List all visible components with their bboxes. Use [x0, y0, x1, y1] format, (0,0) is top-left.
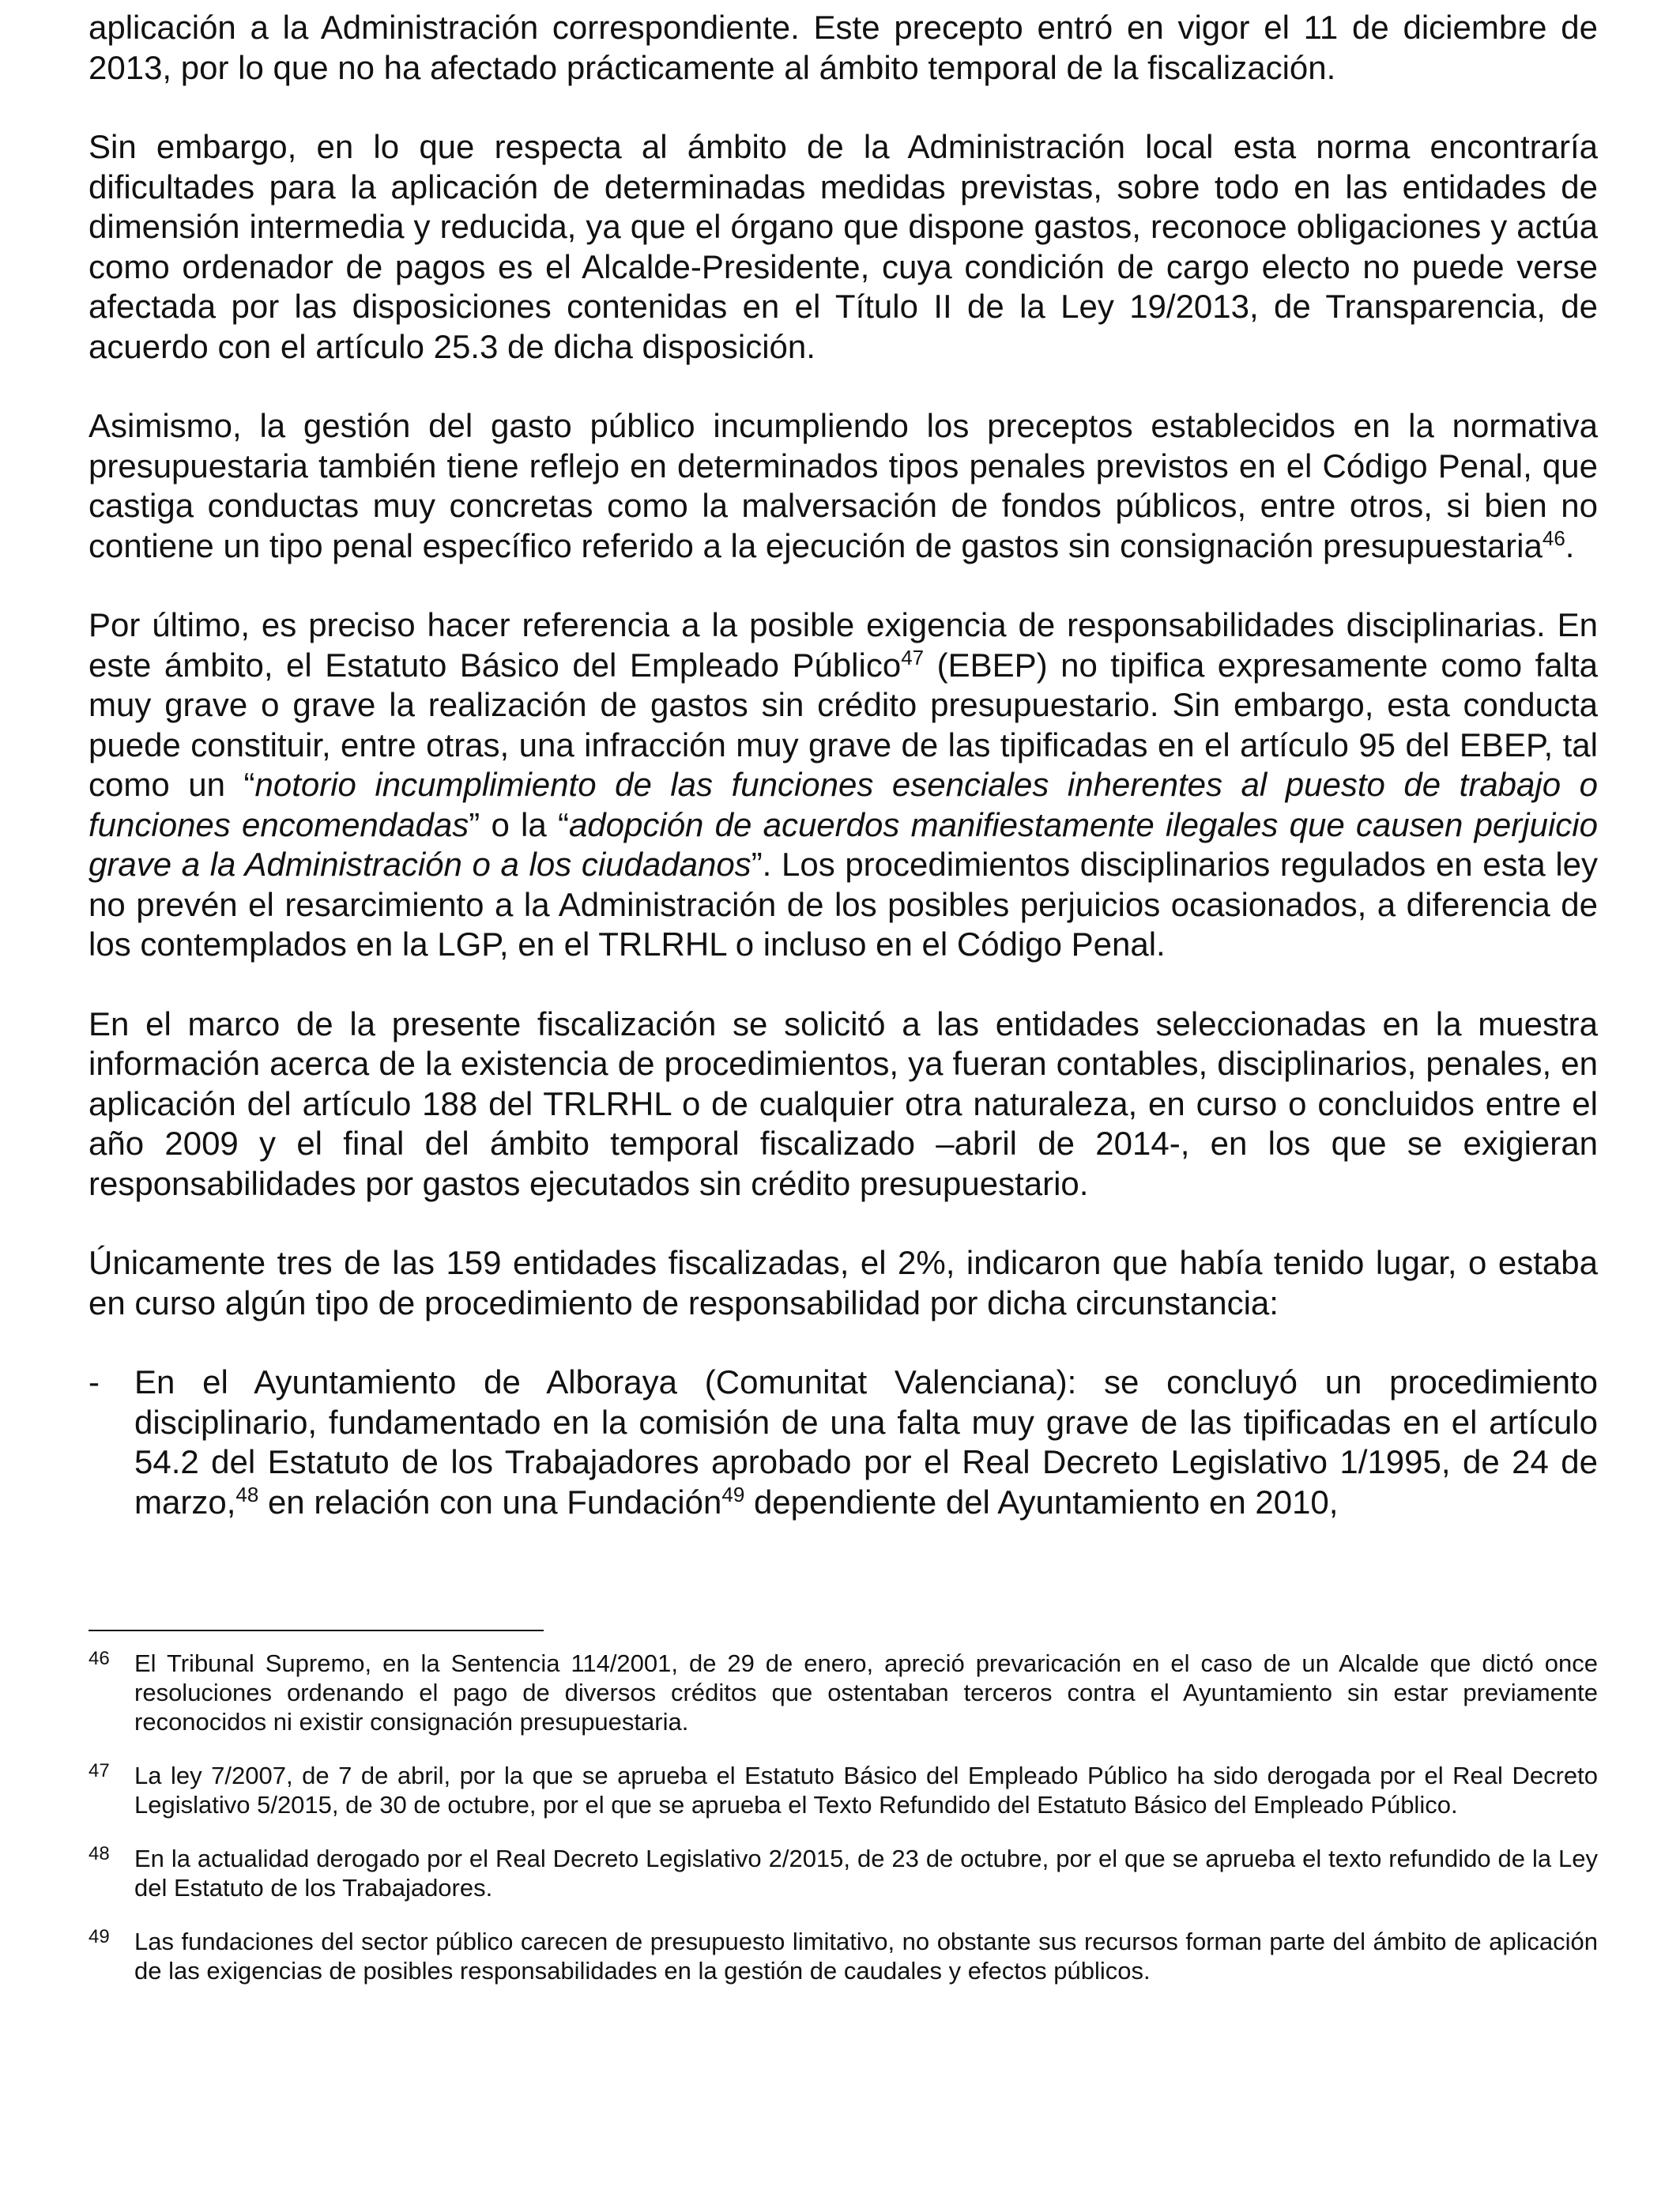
- footnote: [89, 1844, 1598, 1902]
- footnote-reference: 49: [721, 1482, 745, 1506]
- text-run: Sin embargo, en lo que respecta al ámbito de la Administración local esta norma encontraría dificultades para la aplicación de determinadas medidas previstas, sobre todo en las entidades de dimensión intermedia y reducida, ya que el órgano que dispone gastos, reconoce obligaciones y actúa como ordenador de pagos es el Alcalde-Presidente, cuya condición de cargo electo no puede verse afectada por las disposiciones contenidas en el Título II de la Ley 19/2013, de Transparencia, de acuerdo con el artículo 25.3 de dicha disposición.: [89, 128, 1598, 365]
- footnote: [89, 1927, 1598, 1985]
- footnote: [89, 1649, 1598, 1736]
- text-run: Únicamente tres de las 159 entidades fiscalizadas, el 2%, indicaron que había tenido lugar, o estaba en curso algún tipo de procedimiento de responsabilidad por dicha circunstancia:: [89, 1244, 1598, 1321]
- footnote-text: El Tribunal Supremo, en la Sentencia 114/2001, de 29 de enero, apreció prevaricación en el caso de un Alcalde que dictó once resoluciones ordenando el pago de diversos créditos que ostentaban terceros contra el Ayuntamiento sin estar previamente reconocidos ni existir consignación presupuestaria.: [134, 1649, 1598, 1736]
- paragraph: [89, 605, 1598, 965]
- paragraphs: [89, 8, 1598, 1323]
- footnote-number: 49: [89, 1926, 110, 1947]
- text-run: Por último, es preciso hacer referencia a la posible exigencia de responsabilidades disciplinarias. En este ámbito, el Estatuto Básico del Empleado Público: [89, 606, 1598, 684]
- footnote-number: 47: [89, 1760, 110, 1781]
- footnote-text: En la actualidad derogado por el Real Decreto Legislativo 2/2015, de 23 de octubre, por el que se aprueba el texto refundido de la Ley del Estatuto de los Trabajadores.: [134, 1845, 1598, 1902]
- text-run: dependiente del Ayuntamiento en 2010,: [744, 1483, 1339, 1521]
- footnote-reference: 48: [235, 1482, 259, 1506]
- text-run: ”. Los procedimientos disciplinarios regulados en esta ley no prevén el resarcimiento a la Administración de los posibles perjuicios ocasionados, a diferencia de los contemplados en la LGP, en el TRLRHL o incluso en el Código Penal.: [89, 846, 1599, 963]
- text-run: En el Ayuntamiento de Alboraya (Comunitat Valenciana): se concluyó un procedimiento disciplinario, fundamentado en la comisión de una falta muy grave de las tipificadas en el artículo 54.2 del Estatuto de los Trabajadores aprobado por el Real Decreto Legislativo 1/1995, de 24 de marzo,: [134, 1363, 1598, 1521]
- paragraph: [89, 8, 1598, 88]
- footnote-reference: 46: [1542, 526, 1565, 550]
- footnote-text: La ley 7/2007, de 7 de abril, por la que se aprueba el Estatuto Básico del Empleado Público ha sido derogada por el Real Decreto Legislativo 5/2015, de 30 de octubre, por el que se aprueba el Texto Refundido del Estatuto Básico del Empleado Público.: [134, 1762, 1598, 1819]
- text-run: en relación con una Fundación: [258, 1483, 722, 1521]
- body-text: [89, 8, 1598, 1522]
- quoted-italic-text: adopción de acuerdos manifiestamente ilegales que causen perjuicio grave a la Administración o a los ciudadanos: [89, 805, 1598, 883]
- paragraph: [89, 1243, 1598, 1323]
- responsibility-procedures-list: [89, 1363, 1598, 1522]
- paragraph: [89, 127, 1598, 367]
- text-run: En el marco de la presente fiscalización se solicitó a las entidades seleccionadas en la muestra información acerca de la existencia de procedimientos, ya fueran contables, disciplinarios, penales, en aplicación del artículo 188 del TRLRHL o de cualquier otra naturaleza, en curso o concluidos entre el año 2009 y el final del ámbito temporal fiscalizado –abril de 2014-, en los que se exigieran responsabilidades por gastos ejecutados sin crédito presupuestario.: [89, 1005, 1598, 1202]
- text-run: .: [1565, 526, 1575, 564]
- text-run: Asimismo, la gestión del gasto público incumpliendo los preceptos establecidos en la normativa presupuestaria también tiene reflejo en determinados tipos penales previstos en el Código Penal, que castiga conductas muy concretas como la malversación de fondos públicos, entre otros, si bien no contiene un tipo penal específico referido a la ejecución de gastos sin consignación presupuestaria: [89, 407, 1598, 564]
- paragraph: [89, 406, 1598, 566]
- footnote-separator: [89, 1630, 544, 1631]
- list-item: [89, 1363, 1598, 1522]
- text-run: ” o la “: [469, 805, 569, 843]
- text-run: (EBEP) no tipifica expresamente como falta muy grave o grave la realización de gastos sin crédito presupuestario. Sin embargo, esta conducta puede constituir, entre otras, una infracción muy grave de las tipificadas en el artículo 95 del EBEP, tal como un “: [89, 646, 1598, 803]
- footnote-reference: 47: [901, 645, 925, 669]
- quoted-italic-text: notorio incumplimiento de las funciones esenciales inherentes al puesto de trabajo o funciones encomendadas: [89, 766, 1598, 843]
- footnote-text: Las fundaciones del sector público carecen de presupuesto limitativo, no obstante sus recursos forman parte del ámbito de aplicación de las exigencias de posibles responsabilidades en la gestión de caudales y efectos públicos.: [134, 1928, 1598, 1985]
- list-dash: -: [89, 1363, 100, 1400]
- footnotes: [89, 1649, 1598, 2010]
- footnote-number: 48: [89, 1843, 110, 1864]
- footnote: [89, 1761, 1598, 1819]
- text-run: aplicación a la Administración correspondiente. Este precepto entró en vigor el 11 de diciembre de 2013, por lo que no ha afectado prácticamente al ámbito temporal de la fiscalización.: [89, 9, 1598, 86]
- paragraph: [89, 1005, 1598, 1204]
- footnote-number: 46: [89, 1648, 110, 1669]
